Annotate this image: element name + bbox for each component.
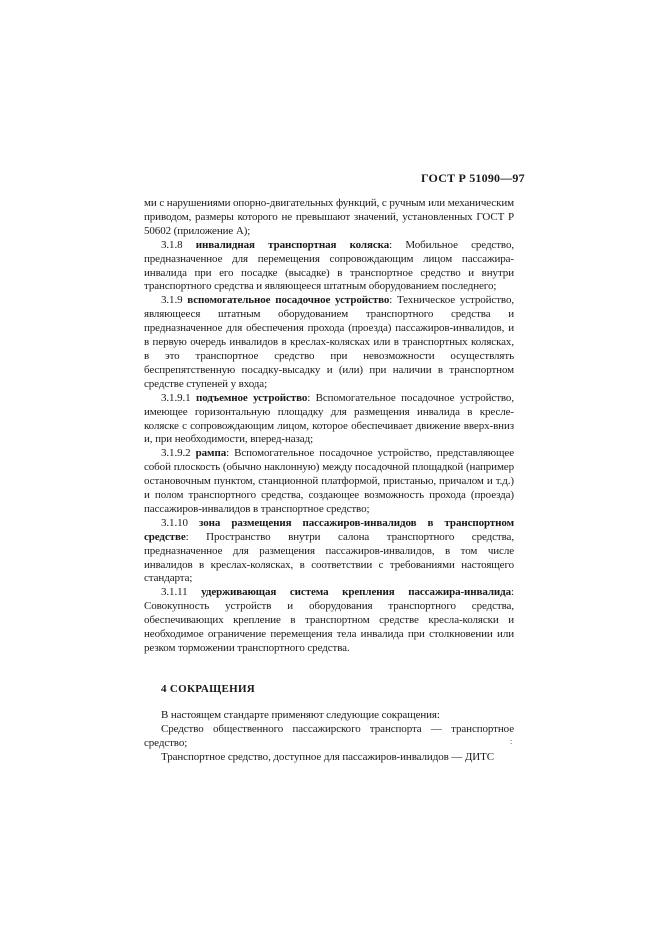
term-ramp: рампа: [195, 447, 227, 460]
standard-code-header: ГОСТ Р 51090—97: [421, 171, 525, 185]
section-title: 4 СОКРАЩЕНИЯ: [161, 682, 256, 695]
clause-number: 3.1.10: [161, 516, 188, 529]
section-intro: В настоящем стандарте применяют следующие сокращения:: [161, 708, 440, 721]
page-mark: :: [510, 737, 513, 746]
term-wheelchair: инвалидная транспортная коляска: [195, 238, 390, 251]
paragraph-3-1-9-2: [144, 447, 514, 517]
paragraph-3-1-8: [144, 239, 514, 295]
definition-text: : Техническое устройство, являющееся штатным оборудованием транспортного средства и предназначенное для обеспечения прохода (проезда) пассажиров-инвалидов, и в первую очередь инвалидов в креслах-колясках или в транспортных колясках, в это транспортное средство при невозможности осуществлять беспрепятственную посадку-высадку и (или) при наличии в транспортном средстве ступеней у входа;: [144, 294, 514, 390]
clause-number: 3.1.9.2: [161, 447, 191, 460]
term-lift: подъемное устройство: [195, 391, 308, 404]
paragraph-3-1-10: [144, 517, 514, 587]
definition-text: : Пространство внутри салона транспортного средства, предназначенное для размещения пассажиров-инвалидов, в том числе инвалидов в креслах-колясках, в соответствии с требованиями настоящего стандарта;: [144, 530, 514, 585]
abbreviation-item: Средство общественного пассажирского транспорта — транспортное средство;: [144, 722, 514, 749]
paragraph-continuation: ми с нарушениями опорно-двигательных функций, с ручным или механическим приводом, размеры которого не превышают значений, установленных ГОСТ Р 50602 (приложение А);: [144, 197, 514, 237]
term-boarding-device: вспомогательное посадочное устройство: [187, 294, 390, 307]
definition-text: : Совокупность устройств и оборудования транспортного средства, обеспечивающих крепление в транспортном средстве кресла-коляски и необходимое ограничение перемещения тела инвалида при столкновении или резком торможении транспортного средства.: [144, 586, 515, 654]
clause-number: 3.1.8: [161, 238, 183, 251]
paragraph-3-1-9-1: [144, 392, 514, 448]
abbreviation-item: Транспортное средство, доступное для пассажиров-инвалидов — ДИТС: [161, 750, 494, 763]
document-body: [144, 197, 514, 764]
definition-text: : Вспомогательное посадочное устройство, имеющее горизонтальную площадку для размещения инвалида в кресле-коляске с сопровождающим лицом, которое обеспечивает движение вверх-вниз и, при необходимости, вперед-назад;: [144, 391, 514, 446]
clause-number: 3.1.9: [161, 294, 183, 307]
definition-text: : Вспомогательное посадочное устройство, представляющее собой плоскость (обычно наклонную) между посадочной площадкой (например остановочным пунктом, станционной платформой, пристанью, причалом и т.д.) и полом транспортного средства, создающее возможность прохода (проезда) пассажиров-инвалидов в транспортное средство;: [144, 447, 514, 515]
clause-number: 3.1.9.1: [161, 391, 191, 404]
paragraph-3-1-9: [144, 294, 514, 391]
term-placement-zone: зона размещения пассажиров-инвалидов в транспортном средстве: [144, 516, 514, 543]
paragraph-3-1-11: [144, 586, 514, 656]
definition-text: : Мобильное средство, предназначенное для перемещения сопровождающим лицом пассажира-инвалида при его посадке (высадке) в транспортное средство и внутри транспортного средства и являющееся штатным оборудованием последнего;: [144, 238, 514, 293]
term-restraint-system: удерживающая система крепления пассажира-инвалида: [201, 586, 512, 599]
clause-number: 3.1.11: [161, 586, 188, 599]
